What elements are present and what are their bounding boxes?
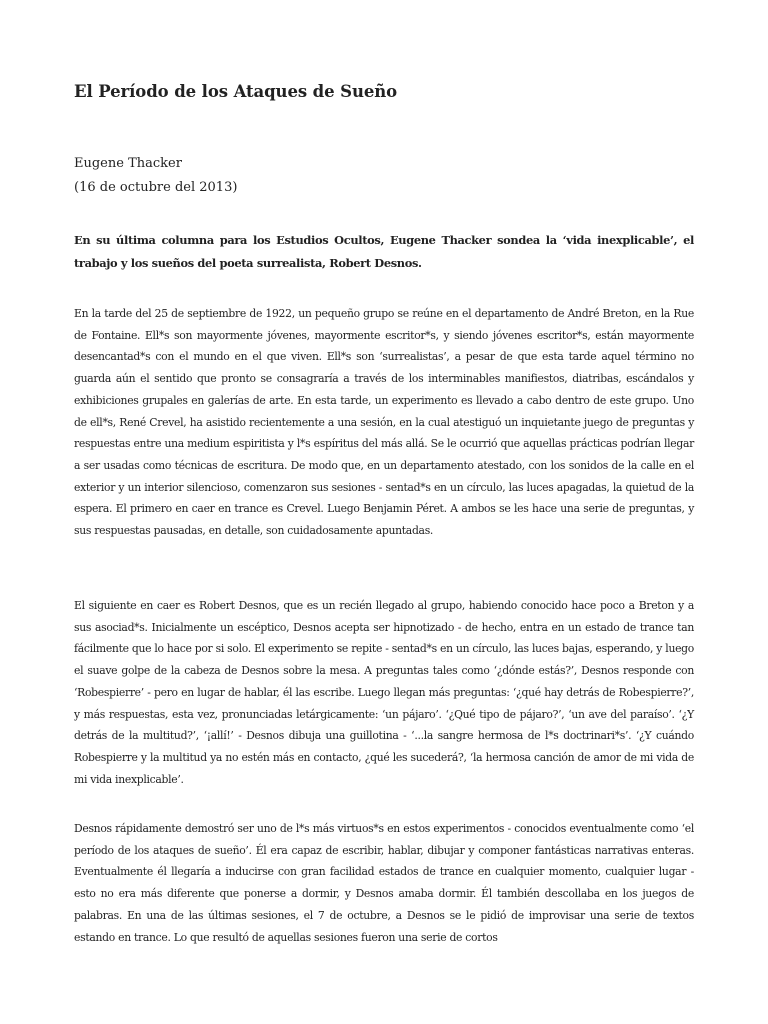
publication-date: (16 de octubre del 2013) [74,180,238,195]
lead-paragraph: En su última columna para los Estudios Ocultos, Eugene Thacker sondea la ‘vida inexplicable’, el trabajo y los sueños del poeta surrealista, Robert Desnos. [74,233,694,270]
body-paragraph-3: Desnos rápidamente demostró ser uno de l*s más virtuos*s en estos experimentos - conocidos eventualmente como ‘el período de los ataques de sueño’. Él era capaz de escribir, hablar, dibujar y componer fantásticas narrativas enteras. Eventualmente él llegaría a inducirse con gran facilidad estados de trance en cualquier momento, cualquier lugar - esto no era más diferente que ponerse a dormir, y Desnos amaba dormir. Él también descollaba en los juegos de palabras. En una de las últimas sesiones, el 7 de octubre, a Desnos se le pidió de improvisar una serie de textos estando en trance. Lo que resultó de aquellas sesiones fueron una serie de cortos [74,822,694,944]
author-name: Eugene Thacker [74,156,182,171]
byline [74,152,237,200]
body-paragraph-1: En la tarde del 25 de septiembre de 1922, un pequeño grupo se reúne en el departamento de André Breton, en la Rue de Fontaine. Ell*s son mayormente jóvenes, mayormente escritor*s, y siendo jóvenes escritor*s, están mayormente desencantad*s con el mundo en el que viven. Ell*s son ‘surrealistas’, a pesar de que esta tarde aquel término no guarda aún el sentido que pronto se consagraría a través de los interminables manifiestos, diatribas, escándalos y exhibiciones grupales en galerías de arte. En esta tarde, un experimento es llevado a cabo dentro de este grupo. Uno de ell*s, René Crevel, ha asistido recientemente a una sesión, en la cual atestiguó un inquietante juego de preguntas y respuestas entre una medium espiritista y l*s espíritus del más allá. Se le ocurrió que aquellas prácticas podrían llegar a ser usadas como técnicas de escritura. De modo que, en un departamento atestado, con los sonidos de la calle en el exterior y un interior silencioso, comenzaron sus sesiones - sentad*s en un círculo, las luces apagadas, la quietud de la espera. El primero en caer en trance es Crevel. Luego Benjamin Péret. A ambos se les hace una serie de preguntas, y sus respuestas pausadas, en detalle, son cuidadosamente apuntadas. [74,307,694,538]
body-paragraph-2: El siguiente en caer es Robert Desnos, que es un recién llegado al grupo, habiendo conocido hace poco a Breton y a sus asociad*s. Inicialmente un escéptico, Desnos acepta ser hipnotizado - de hecho, entra en un estado de trance tan fácilmente que lo hace por si solo. El experimento se repite - sentad*s en un círculo, las luces bajas, esperando, y luego el suave golpe de la cabeza de Desnos sobre la mesa. A preguntas tales como ‘¿dónde estás?’, Desnos responde con ‘Robespierre’ - pero en lugar de hablar, él las escribe. Luego llegan más preguntas: ‘¿qué hay detrás de Robespierre?’, y más respuestas, esta vez, pronunciadas letárgicamente: ‘un pájaro’. ‘¿Qué tipo de pájaro?’, ‘un ave del paraíso’. ‘¿Y detrás de la multitud?’, ‘¡allí!’ - Desnos dibuja una guillotina - ‘...la sangre hermosa de l*s doctrinari*s’. ‘¿Y cuándo Robespierre y la multitud ya no estén más en contacto, ¿qué les sucederá?, ‘la hermosa canción de amor de mi vida de mi vida inexplicable’. [74,599,694,786]
document-title: El Período de los Ataques de Sueño [74,82,398,101]
